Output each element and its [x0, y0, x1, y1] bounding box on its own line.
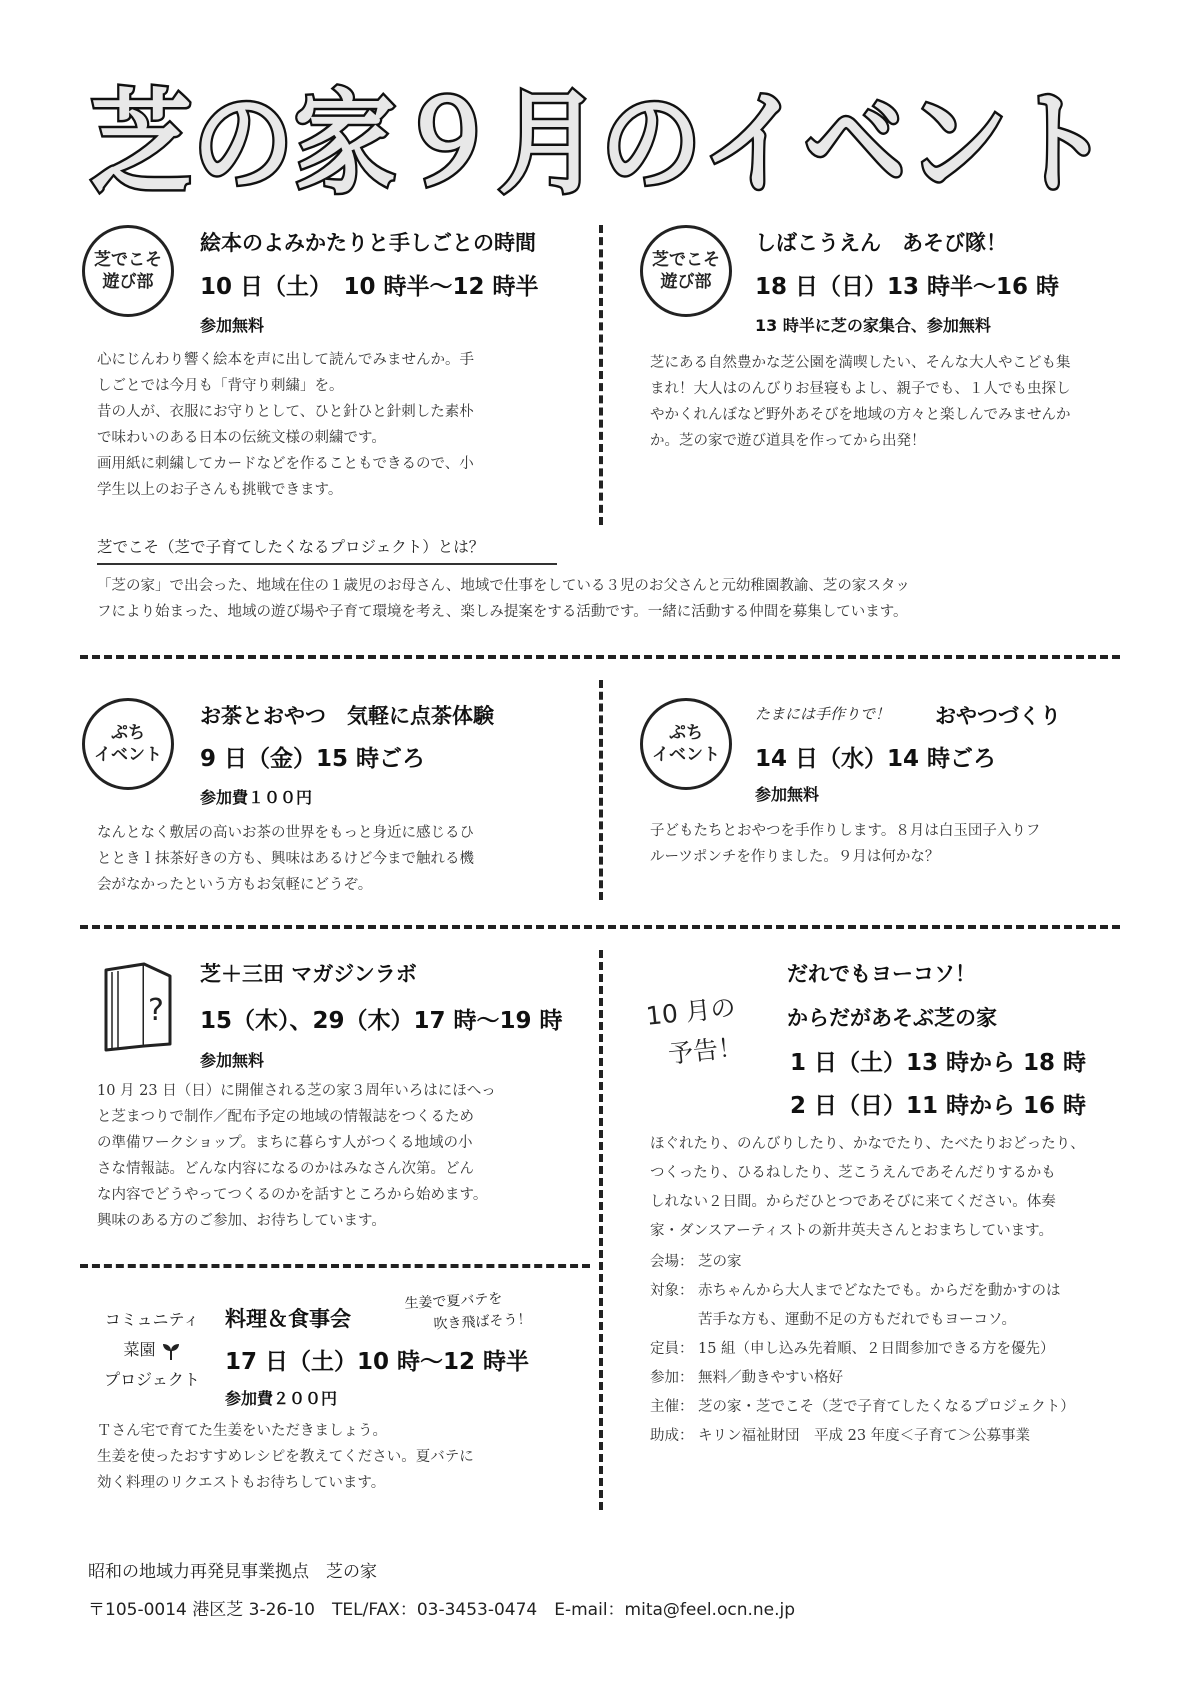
event-fee: 13 時半に芝の家集合、参加無料 [755, 316, 991, 335]
footer-org: 昭和の地域力再発見事業拠点 芝の家 [88, 1562, 377, 1582]
text-line: 心にじんわり響く絵本を声に出して読んでみませんか。手 [97, 352, 474, 368]
badge-line: 遊び部 [102, 272, 154, 292]
event-fee: 参加費１００円 [200, 788, 313, 807]
event-heading: 絵本のよみかたりと手しごとの時間 [200, 231, 536, 255]
badge-line: ぷち [111, 723, 145, 743]
text-line: 生姜を使ったおすすめレシピを教えてください。夏バテに [97, 1449, 474, 1465]
event-date: 1 日（土）13 時から 18 時 [790, 1050, 1087, 1076]
event-description [650, 350, 1120, 454]
badge-line: イベント [652, 745, 720, 765]
title-text: 芝の家９月のイベント [90, 79, 1110, 200]
badge-line: ぷち [669, 723, 703, 743]
tagline-line: 生姜で夏バテを [404, 1290, 503, 1313]
text-line: 芝にある自然豊かな芝公園を満喫したい、そんな大人やこども集 [650, 355, 1071, 371]
label-line: 予告！ [666, 1032, 745, 1069]
divider-vertical [599, 680, 603, 900]
text-line: しれない２日間。からだひとつであそびに来てください。体奏 [650, 1194, 1056, 1210]
text-line: 興味のある方のご参加、お待ちしています。 [97, 1213, 386, 1229]
event-subheading: からだがあそぶ芝の家 [787, 1006, 997, 1030]
event-details [650, 1248, 1120, 1451]
text-line: とときｌ抹茶好きの方も、興味はあるけど今まで触れる機 [97, 851, 474, 867]
text-line: まれ！大人はのんびりお昼寝もよし、親子でも、１人でも虫探し [650, 381, 1071, 397]
detail-venue [650, 1248, 1120, 1277]
detail-key: 会場： [650, 1254, 694, 1270]
event-description [97, 347, 577, 503]
about-heading: 芝でこそ（芝で子育てしたくなるプロジェクト）とは？ [97, 535, 557, 565]
text-line: な内容でどうやってつくるのかを話すところから始めます。 [97, 1187, 488, 1203]
event-description [97, 1078, 577, 1234]
detail-target [650, 1277, 1120, 1306]
detail-value: 赤ちゃんから大人までどなたでも。からだを動かすのは [698, 1283, 1061, 1299]
detail-value: 苦手な方も、運動不足の方もだれでもヨーコソ。 [698, 1312, 1016, 1328]
text-line: ルーツポンチを作りました。９月は何かな？ [650, 849, 940, 865]
tagline-line: 吹き飛ばそう！ [433, 1311, 532, 1333]
detail-value: 無料／動きやすい格好 [698, 1370, 843, 1386]
event-heading: おやつづくり [935, 704, 1061, 728]
label-line-with-sprout [97, 1335, 207, 1365]
text-line: で味わいのある日本の伝統文様の刺繍です。 [97, 430, 386, 446]
text-line: 昔の人が、衣服にお守りとして、ひと針ひと針刺した素朴 [97, 404, 474, 420]
detail-value: 15 組（申し込み先着順、２日間参加できる方を優先） [698, 1341, 1055, 1357]
magazine-mark: ? [148, 993, 164, 1028]
detail-organizer [650, 1393, 1120, 1422]
sprout-icon [161, 1341, 181, 1361]
badge-line: 遊び部 [660, 272, 712, 292]
event-date: 17 日（土）10 時〜12 時半 [225, 1349, 530, 1375]
detail-capacity [650, 1335, 1120, 1364]
text-line: と芝まつりで制作／配布予定の地域の情報誌をつくるため [97, 1109, 474, 1125]
detail-key: 主催： [650, 1399, 694, 1415]
event-heading: 芝＋三田 マガジンラボ [200, 962, 417, 986]
badge-line: 芝でこそ [652, 250, 720, 270]
event-fee: 参加無料 [755, 785, 820, 804]
event-tagline: たまには手作りで！ [755, 705, 891, 723]
detail-key: 助成： [650, 1428, 694, 1444]
text-line: 画用紙に刺繍してカードなどを作ることもできるので、小 [97, 456, 474, 472]
event-fee: 参加無料 [200, 1051, 265, 1070]
event-date: 14 日（水）14 時ごろ [755, 746, 997, 772]
event-date: 18 日（日）13 時半〜16 時 [755, 274, 1060, 300]
text-line: 学生以上のお子さんも挑戦できます。 [97, 482, 343, 498]
text-line: しごとでは今月も「背守り刺繍」を。 [97, 378, 344, 394]
event-heading: お茶とおやつ 気軽に点茶体験 [200, 704, 494, 728]
about-description [97, 573, 1127, 625]
text-line: なんとなく敷居の高いお茶の世界をもっと身近に感じるひ [97, 825, 474, 841]
text-line: 10 月 23 日（日）に開催される芝の家３周年いろはにほへっ [97, 1083, 496, 1099]
text-line: 効く料理のリクエストもお待ちしています。 [97, 1475, 386, 1491]
magazine-icon [100, 960, 176, 1052]
shibadekoso-badge [640, 225, 732, 317]
text-line: か。芝の家で遊び道具を作ってから出発！ [650, 433, 926, 449]
footer-contact: 〒105-0014 港区芝 3-26-10 TEL/FAX：03-3453-0474 E-mail：mita@feel.ocn.ne.jp [88, 1600, 796, 1620]
detail-key: 対象： [650, 1283, 694, 1299]
divider-horizontal [80, 655, 1120, 659]
divider-horizontal [80, 925, 1120, 929]
text-line: 会がなかったという方もお気軽にどうぞ。 [97, 877, 373, 893]
detail-fee [650, 1364, 1120, 1393]
event-date: 9 日（金）15 時ごろ [200, 746, 426, 772]
text-line: フにより始まった、地域の遊び場や子育て環境を考え、楽しみ提案をする活動です。一緒に活動する仲間を募集しています。 [97, 604, 908, 620]
badge-line: イベント [94, 745, 162, 765]
puchi-event-badge [640, 698, 732, 790]
text-line: ほぐれたり、のんびりしたり、かなでたり、たべたりおどったり、 [650, 1136, 1085, 1152]
event-description [97, 820, 577, 898]
text-line: やかくれんぼなど野外あそびを地域の方々と楽しんでみませんか [650, 407, 1071, 423]
puchi-event-badge [82, 698, 174, 790]
detail-key: 定員： [650, 1341, 694, 1357]
community-garden-label [97, 1305, 207, 1395]
detail-key: 参加： [650, 1370, 694, 1386]
event-tagline [394, 1286, 532, 1337]
shibadekoso-badge [82, 225, 174, 317]
text-line: さな情報誌。どんな内容になるのかはみなさん次第。どん [97, 1161, 474, 1177]
event-fee: 参加無料 [200, 316, 265, 335]
october-preview-label [644, 987, 745, 1076]
event-description [97, 1418, 577, 1496]
event-heading: だれでもヨーコソ！ [787, 962, 976, 986]
detail-value: 芝の家・芝でこそ（芝で子育てしたくなるプロジェクト） [698, 1399, 1075, 1415]
label-line: 10 月の [644, 992, 737, 1031]
text-line: 家・ダンスアーティストの新井英夫さんとおまちしています。 [650, 1223, 1053, 1239]
event-heading: 料理＆食事会 [225, 1307, 351, 1331]
event-date: 2 日（日）11 時から 16 時 [790, 1093, 1087, 1119]
divider-horizontal [80, 1264, 590, 1268]
text-line: つくったり、ひるねしたり、芝こうえんであそんだりするかも [650, 1165, 1056, 1181]
event-date: 15（木）、29（木）17 時〜19 時 [200, 1008, 563, 1034]
text-line: の準備ワークショップ。まちに暮らす人がつくる地域の小 [97, 1135, 473, 1151]
text-line: Ｔさん宅で育てた生姜をいただきましょう。 [97, 1423, 387, 1439]
event-fee: 参加費２００円 [225, 1389, 338, 1408]
badge-line: 芝でこそ [94, 250, 162, 270]
label-line: プロジェクト [104, 1370, 200, 1389]
event-description [650, 1130, 1120, 1246]
divider-vertical [599, 950, 603, 1510]
detail-value: キリン福祉財団 平成 23 年度＜子育て＞公募事業 [698, 1428, 1031, 1444]
text-line: 子どもたちとおやつを手作りします。８月は白玉団子入りフ [650, 823, 1041, 839]
page-title [80, 70, 1120, 200]
detail-target-cont [650, 1306, 1120, 1335]
event-heading: しばこうえん あそび隊！ [755, 231, 1007, 255]
label-line: 菜園 [123, 1340, 156, 1359]
text-line: 「芝の家」で出会った、地域在住の１歳児のお母さん、地域で仕事をしている３児のお父さんと元幼稚園教諭、芝の家スタッ [97, 578, 910, 594]
label-line: コミュニティ [104, 1310, 200, 1329]
detail-value: 芝の家 [698, 1254, 742, 1270]
event-date: 10 日（土） 10 時半〜12 時半 [200, 274, 539, 300]
divider-vertical [599, 225, 603, 525]
event-description [650, 818, 1120, 870]
detail-grant [650, 1422, 1120, 1451]
